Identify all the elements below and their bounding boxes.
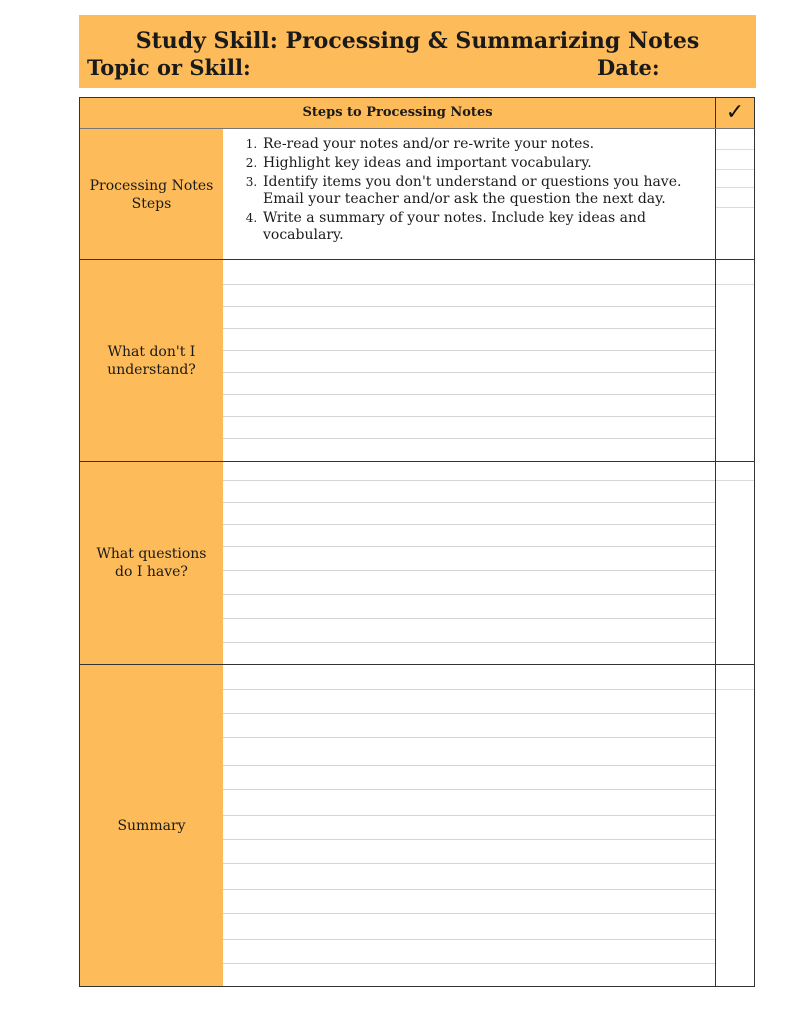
summary-writing-area[interactable] bbox=[223, 665, 715, 986]
steps-label-text: Processing Notes Steps bbox=[89, 177, 214, 212]
step-item: 3. Identify items you don't understand or questions you have. Email your teacher and/or ask the question the next day. bbox=[261, 174, 703, 208]
table-header-row bbox=[80, 98, 754, 129]
summary-section-label bbox=[80, 665, 223, 986]
topic-label: Topic or Skill: bbox=[87, 55, 251, 80]
date-label: Date: bbox=[597, 55, 660, 80]
questions-writing-area[interactable] bbox=[223, 462, 715, 664]
summary-label-text: Summary bbox=[117, 817, 186, 834]
questions-section-label bbox=[80, 462, 223, 664]
check-column-steps[interactable] bbox=[715, 129, 754, 260]
page-title: Study Skill: Processing & Summarizing Notes bbox=[135, 28, 700, 54]
steps-list bbox=[223, 136, 703, 246]
questions-label-text: What questions do I have? bbox=[96, 546, 207, 580]
checkmark-icon: ✓ bbox=[715, 98, 754, 128]
step-item: 4. Write a summary of your notes. Include key ideas and vocabulary. bbox=[261, 210, 703, 244]
understand-label-text: What don't I understand? bbox=[107, 343, 196, 378]
step-item: 2. Highlight key ideas and important vocabulary. bbox=[261, 155, 703, 172]
check-column-understand[interactable] bbox=[715, 260, 754, 461]
header-banner bbox=[79, 15, 756, 88]
notes-table bbox=[79, 97, 755, 987]
check-column-summary[interactable] bbox=[715, 665, 754, 986]
understand-writing-area[interactable] bbox=[223, 260, 715, 461]
step-item: 1. Re-read your notes and/or re-write your notes. bbox=[261, 136, 703, 153]
understand-section-label bbox=[80, 260, 223, 461]
steps-section-label bbox=[80, 129, 223, 260]
steps-header: Steps to Processing Notes bbox=[302, 105, 493, 120]
check-column-questions[interactable] bbox=[715, 462, 754, 664]
